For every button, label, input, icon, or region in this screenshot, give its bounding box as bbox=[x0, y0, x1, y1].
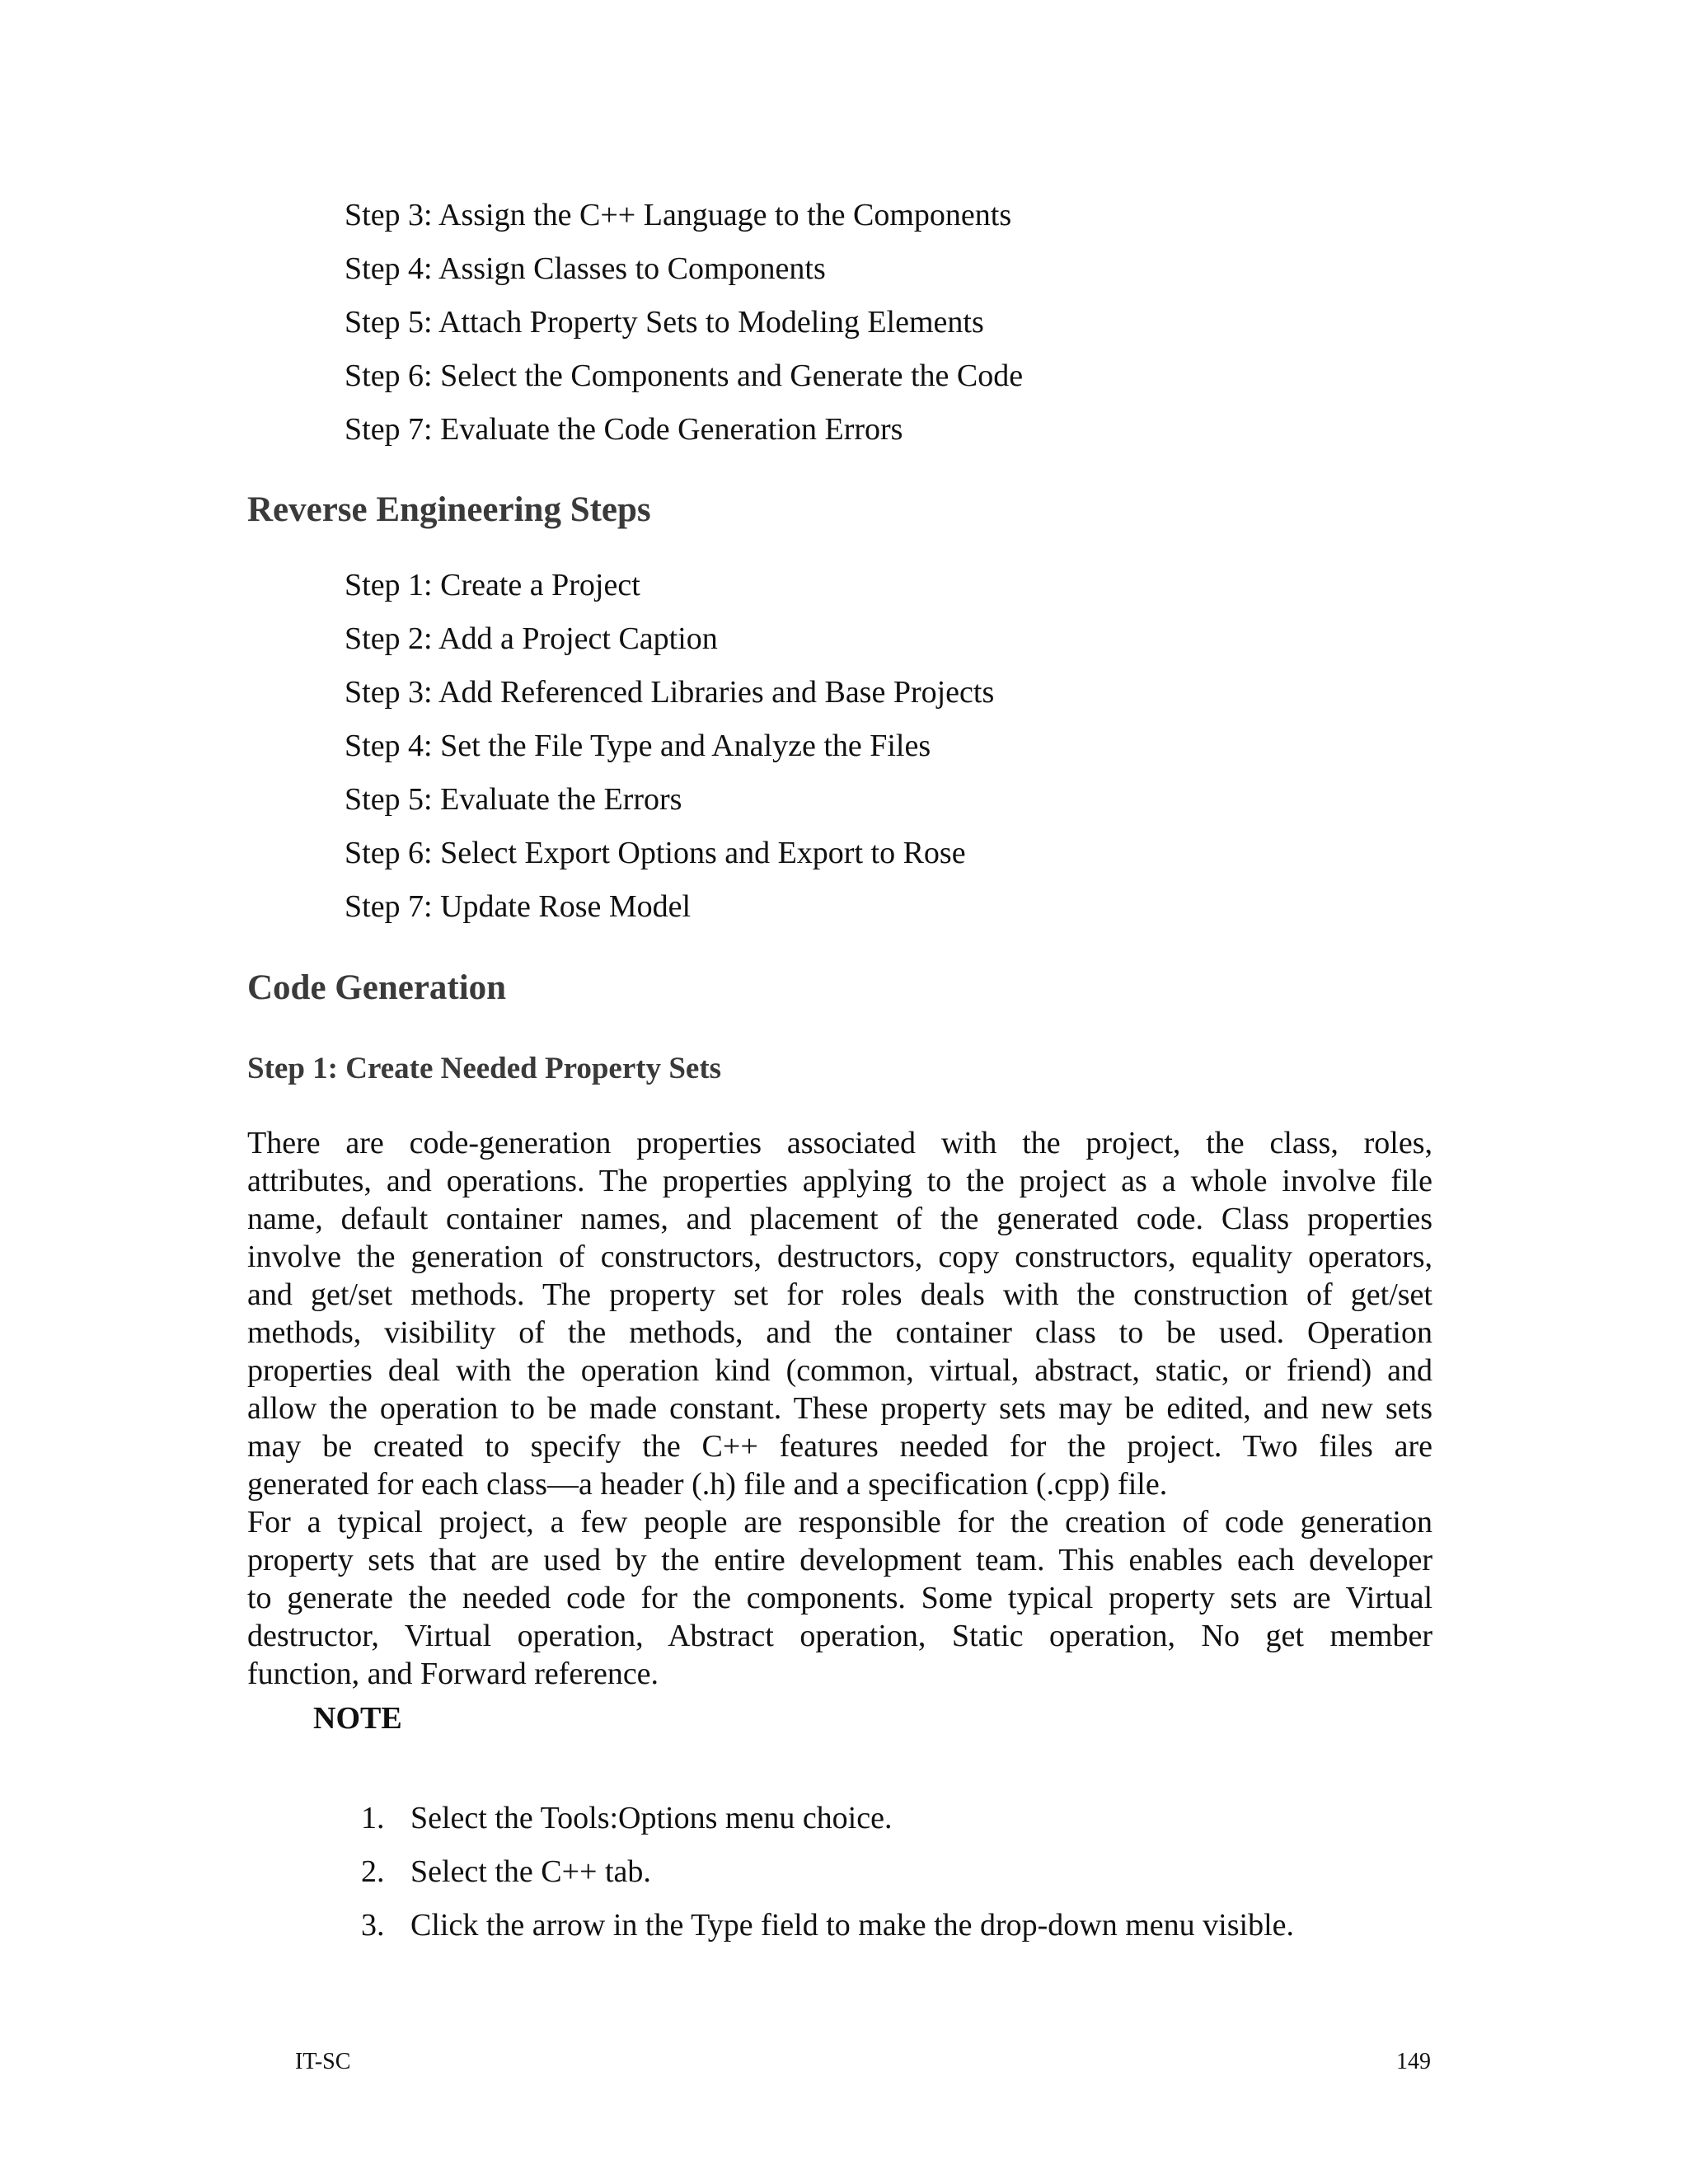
reverse-step-5: Step 5: Evaluate the Errors bbox=[345, 782, 682, 817]
paragraph-1-line: properties deal with the operation kind (common, virtual, abstract, static, or friend) and bbox=[247, 1353, 1432, 1388]
note-list-item bbox=[361, 1906, 1294, 1944]
note-list-item bbox=[361, 1853, 651, 1891]
forward-step-4: Step 4: Assign Classes to Components bbox=[345, 251, 826, 286]
paragraph-1-line: involve the generation of constructors, destructors, copy constructors, equality operators, bbox=[247, 1240, 1432, 1274]
reverse-step-6: Step 6: Select Export Options and Export to Rose bbox=[345, 836, 966, 870]
list-item-text: Select the Tools:Options menu choice. bbox=[410, 1801, 893, 1835]
code-generation-heading: Code Generation bbox=[247, 968, 507, 1007]
paragraph-2-line: destructor, Virtual operation, Abstract operation, Static operation, No get member bbox=[247, 1619, 1432, 1653]
paragraph-1-line: allow the operation to be made constant. These property sets may be edited, and new sets bbox=[247, 1391, 1432, 1426]
paragraph-2-line: to generate the needed code for the components. Some typical property sets are Virtual bbox=[247, 1581, 1432, 1615]
step-1-heading: Step 1: Create Needed Property Sets bbox=[247, 1052, 722, 1085]
paragraph-2-line: function, and Forward reference. bbox=[247, 1657, 659, 1691]
paragraph-1-line: methods, visibility of the methods, and the container class to be used. Operation bbox=[247, 1315, 1432, 1350]
list-number: 3. bbox=[361, 1908, 385, 1943]
forward-step-7: Step 7: Evaluate the Code Generation Errors bbox=[345, 412, 903, 447]
list-number: 2. bbox=[361, 1854, 385, 1889]
paragraph-1-line: generated for each class—a header (.h) file and a specification (.cpp) file. bbox=[247, 1467, 1168, 1502]
reverse-engineering-heading: Reverse Engineering Steps bbox=[247, 490, 651, 529]
forward-step-6: Step 6: Select the Components and Generate the Code bbox=[345, 359, 1024, 393]
reverse-step-2: Step 2: Add a Project Caption bbox=[345, 621, 718, 656]
paragraph-1-line: and get/set methods. The property set for roles deals with the construction of get/set bbox=[247, 1277, 1432, 1312]
paragraph-1-line: There are code-generation properties associated with the project, the class, roles, bbox=[247, 1126, 1432, 1160]
paragraph-1-line: may be created to specify the C++ features needed for the project. Two files are bbox=[247, 1429, 1432, 1464]
forward-step-3: Step 3: Assign the C++ Language to the Components bbox=[345, 198, 1012, 232]
paragraph-2-line: For a typical project, a few people are responsible for the creation of code generation bbox=[247, 1505, 1432, 1540]
reverse-step-3: Step 3: Add Referenced Libraries and Base Projects bbox=[345, 675, 995, 710]
paragraph-1-line: attributes, and operations. The properties applying to the project as a whole involve file bbox=[247, 1164, 1432, 1198]
footer-source: IT-SC bbox=[295, 2049, 351, 2074]
list-item-text: Click the arrow in the Type field to make the drop-down menu visible. bbox=[410, 1908, 1294, 1943]
page-number: 149 bbox=[1396, 2049, 1431, 2074]
list-item-text: Select the C++ tab. bbox=[410, 1854, 651, 1889]
paragraph-2-line: property sets that are used by the entire development team. This enables each developer bbox=[247, 1543, 1432, 1577]
forward-step-5: Step 5: Attach Property Sets to Modeling Elements bbox=[345, 305, 984, 340]
note-label: NOTE bbox=[313, 1701, 402, 1736]
note-list-item bbox=[361, 1799, 892, 1837]
paragraph-1-line: name, default container names, and placement of the generated code. Class properties bbox=[247, 1202, 1432, 1236]
reverse-step-1: Step 1: Create a Project bbox=[345, 568, 640, 602]
list-number: 1. bbox=[361, 1801, 385, 1835]
reverse-step-7: Step 7: Update Rose Model bbox=[345, 889, 692, 924]
reverse-step-4: Step 4: Set the File Type and Analyze the Files bbox=[345, 729, 931, 763]
